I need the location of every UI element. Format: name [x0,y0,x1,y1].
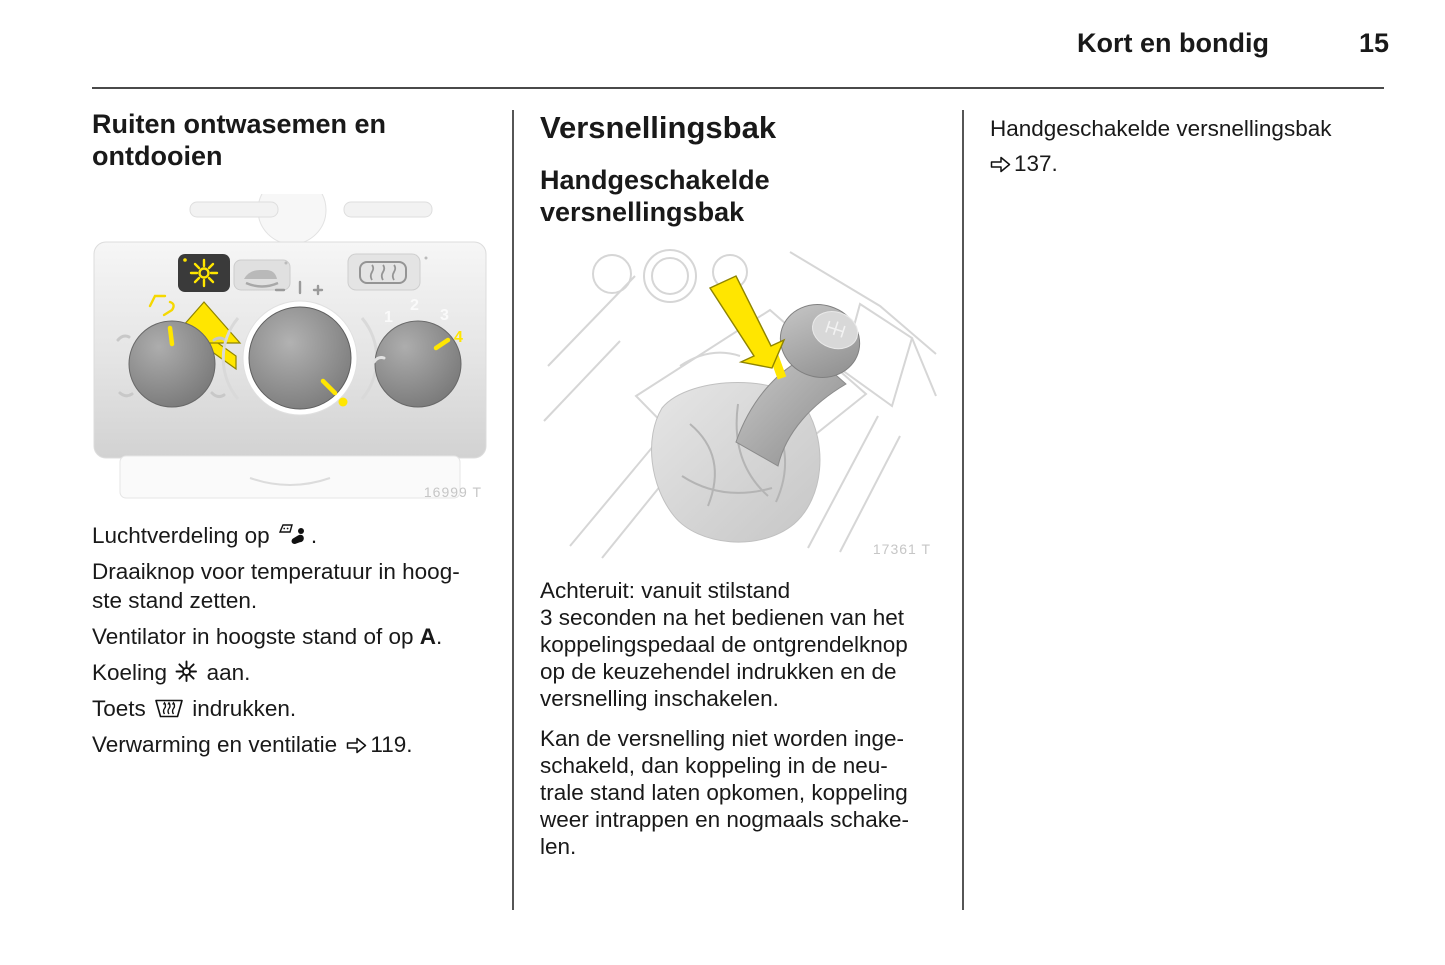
column-defrost [92,108,489,766]
section-heading-defrost [92,108,489,172]
column-reference [990,108,1387,178]
text: aan. [200,660,251,685]
reference-line [990,114,1387,143]
reference-page-number: 119. [370,732,413,757]
page-reference-arrow-icon [346,737,367,754]
column-gearbox [540,108,937,873]
text: ste stand zetten. [92,588,258,613]
figure-manual-gearshift [540,246,937,561]
gearshift-illustration [540,246,937,561]
text: len. [540,834,577,859]
heading-line: Ruiten ontwasemen en [92,109,387,139]
figure-label: 17361 T [872,541,931,557]
header-rule [92,87,1384,89]
highlight-arrow-down [710,276,784,368]
text: . [435,624,443,649]
automatic-mode-letter: A [419,624,436,649]
body-line-cooling [92,658,489,687]
body-line-fan [92,622,489,651]
text: Draaiknop voor temperatuur in hoog- [92,559,460,584]
heading-line: versnellingsbak [540,197,745,227]
text: Verwarming en ventilatie [92,732,344,757]
text: Ventilator in hoogste stand of op [92,624,420,649]
body-line-air-distribution [92,521,489,550]
text: trale stand laten opkomen, koppeling [540,780,908,805]
paragraph-reverse-gear [540,577,937,712]
text: versnelling inschakelen. [540,686,779,711]
reference-line-number [990,149,1387,178]
subsection-heading-manual-gearbox [540,164,937,228]
heading-line: ontdooien [92,141,223,171]
page-number: 15 [1358,28,1389,58]
windscreen-defrost-icon [154,698,184,719]
text: Toets [92,696,153,721]
heading-line: Handgeschakelde [540,165,770,195]
air-to-windscreen-icon [278,523,309,546]
text: koppelingspedaal de ontgrendelknop [540,632,908,657]
body-line-reference [92,730,489,759]
recirculation-button [234,260,290,290]
text: Kan de versnelling niet worden inge- [540,726,904,751]
figure-label: 16999 T [423,484,482,500]
fan-mark-2: 2 [410,297,419,314]
text: Achteruit: vanuit stilstand [540,578,791,603]
rear-window-heating-button [348,254,428,290]
fan-mark-3: 3 [440,307,449,324]
body-line-temperature [92,557,489,615]
text: Luchtverdeling op [92,523,276,548]
text: weer intrappen en nogmaals schake- [540,807,909,832]
text: schakeld, dan koppeling in de neu- [540,753,888,778]
climate-panel-illustration [92,194,488,504]
page-header-title: Kort en bondig [1077,28,1269,58]
text: indrukken. [186,696,297,721]
section-heading-gearbox: Versnellingsbak [540,110,777,145]
column-divider-right [962,110,964,910]
text: 3 seconden na het bedienen van het [540,605,905,630]
reference-page-number: 137. [1014,151,1058,176]
ac-button-highlighted [178,254,230,292]
column-divider-left [512,110,514,910]
snowflake-icon [175,660,198,683]
text: . [310,523,318,548]
fan-mark-4: 4 [454,329,463,346]
paragraph-shift-trouble [540,725,937,860]
text: Koeling [92,660,174,685]
body-line-defrost-button [92,694,489,723]
page-reference-arrow-icon [990,156,1011,173]
figure-climate-control-panel [92,194,488,504]
fan-mark-1: 1 [384,309,393,326]
text: op de keuzehendel indrukken en de [540,659,897,684]
text: Handgeschakelde versnellingsbak [990,116,1332,141]
